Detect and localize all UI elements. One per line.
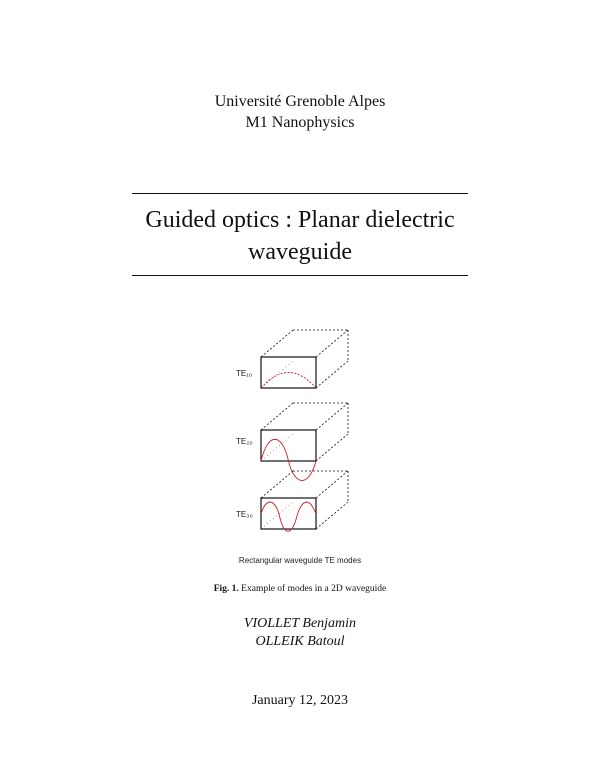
document-date: January 12, 2023 <box>251 693 349 708</box>
figure-caption <box>0 584 600 594</box>
figure-caption-text: Example of modes in a 2D waveguide <box>241 584 387 594</box>
author-2: OLLEIK Batoul <box>255 634 345 649</box>
title-bottom-rule <box>132 275 468 276</box>
figure-caption-label: Fig. 1. <box>213 584 239 594</box>
university-block <box>0 91 600 133</box>
waveguide-box-1 <box>261 330 348 388</box>
title-line-1: Guided optics : Planar dielectric <box>145 207 455 233</box>
figure-inner-caption: Rectangular waveguide TE modes <box>238 556 362 565</box>
program-name: M1 Nanophysics <box>245 114 355 131</box>
title-line-2: waveguide <box>248 239 352 265</box>
mode-label-1: TE₁₀ <box>236 369 253 378</box>
authors-block <box>0 615 600 651</box>
mode-label-2: TE₂₀ <box>236 437 253 446</box>
author-1: VIOLLET Benjamin <box>243 616 357 631</box>
waveguide-box-2 <box>261 403 348 461</box>
mode-label-3: TE₃₀ <box>236 510 253 519</box>
waveguide-modes-figure <box>220 322 380 572</box>
title-top-rule <box>132 193 468 194</box>
te10-wave <box>261 373 316 389</box>
te30-wave <box>261 502 316 531</box>
page-title <box>0 204 600 268</box>
university-name: Université Grenoble Alpes <box>214 93 386 110</box>
